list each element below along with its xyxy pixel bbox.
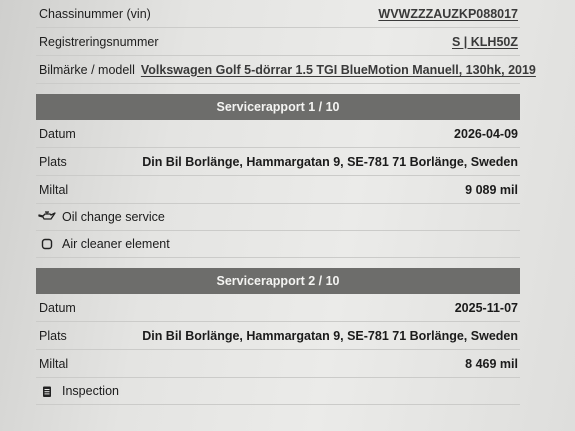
mileage-label: Miltal bbox=[39, 182, 69, 197]
place-value: Din Bil Borlänge, Hammargatan 9, SE-781 71 Borlänge, Sweden bbox=[142, 154, 518, 169]
model-link[interactable]: Volkswagen Golf 5-dörrar 1.5 TGI BlueMotion Manuell, 130hk, 2019 bbox=[140, 62, 536, 77]
registration-row bbox=[36, 28, 520, 56]
place-value: Din Bil Borlänge, Hammargatan 9, SE-781 71 Borlänge, Sweden bbox=[142, 328, 518, 343]
model-label: Bilmärke / modell bbox=[39, 62, 135, 77]
service-label: Inspection bbox=[62, 384, 119, 398]
registration-label: Registreringsnummer bbox=[39, 34, 159, 49]
mileage-value: 8 469 mil bbox=[465, 356, 518, 371]
clipboard-icon bbox=[38, 384, 56, 398]
date-value: 2025-11-07 bbox=[454, 300, 518, 315]
service-label: Air cleaner element bbox=[62, 237, 170, 251]
service-item bbox=[36, 204, 520, 231]
date-row bbox=[36, 120, 520, 148]
place-row bbox=[36, 322, 520, 350]
service-item bbox=[36, 378, 520, 405]
service-label: Oil change service bbox=[62, 210, 165, 224]
air-filter-icon bbox=[38, 237, 56, 251]
date-value: 2026-04-09 bbox=[454, 126, 518, 141]
mileage-value: 9 089 mil bbox=[465, 182, 518, 197]
service-history-page bbox=[36, 0, 536, 405]
date-label: Datum bbox=[39, 300, 76, 315]
oil-can-icon bbox=[38, 210, 56, 224]
vin-link[interactable]: WVWZZZAUZKP088017 bbox=[378, 6, 518, 21]
mileage-row bbox=[36, 350, 520, 378]
date-row bbox=[36, 294, 520, 322]
model-row bbox=[36, 56, 536, 84]
mileage-label: Miltal bbox=[39, 356, 69, 371]
place-label: Plats bbox=[39, 328, 67, 343]
vin-row bbox=[36, 0, 520, 28]
registration-link[interactable]: S | KLH50Z bbox=[451, 34, 518, 49]
vin-label: Chassinummer (vin) bbox=[39, 6, 151, 21]
report-header: Servicerapport 1 / 10 bbox=[36, 94, 520, 120]
mileage-row bbox=[36, 176, 520, 204]
date-label: Datum bbox=[39, 126, 76, 141]
report-header: Servicerapport 2 / 10 bbox=[36, 268, 520, 294]
service-item bbox=[36, 231, 520, 258]
place-label: Plats bbox=[39, 154, 67, 169]
place-row bbox=[36, 148, 520, 176]
